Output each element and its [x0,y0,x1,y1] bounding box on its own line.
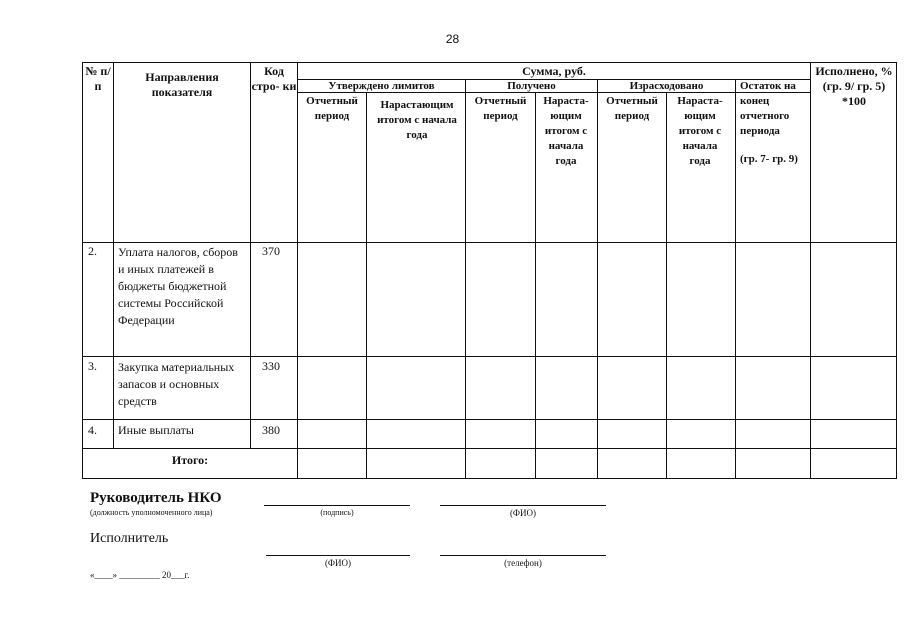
executor-fio-line [266,555,410,556]
row-name: Уплата налогов, сборов и иных платежей в бюджеты бюджетной системы Российской Федерации [118,245,238,327]
executor-title: Исполнитель [90,531,169,546]
col-divider [666,92,667,479]
table-left-border [82,62,83,479]
col-divider [465,79,466,479]
fio-line [440,505,606,506]
row-num: 4. [88,423,97,437]
total-label: Итого: [171,453,209,467]
header-cumulative: Нараста- ющим итогом с начала года [677,95,723,167]
col-divider [535,92,536,479]
col-divider [250,62,251,449]
row-divider [82,419,897,420]
col-divider [810,62,811,479]
header-code: Код стро- ки [251,64,297,93]
date-line: «____» _________ 20___г. [90,570,190,580]
header-approved: Утверждено лимитов [328,80,435,92]
table-top-border [82,62,897,63]
row-code: 380 [262,423,280,437]
header-cumulative: Нарастающим итогом с начала года [377,99,457,141]
row-name: Иные выплаты [118,423,194,437]
header-cumulative: Нараста- ющим итогом с начала года [543,95,589,167]
executor-fio-caption: (ФИО) [324,558,352,568]
table-bottom-border [82,478,897,479]
header-remainder: Остаток на конец отчетного периода [740,80,796,137]
header-bottom-border [82,242,897,243]
header-sum: Сумма, руб. [522,64,586,78]
row-divider [82,448,897,449]
table-right-border [896,62,897,479]
row-divider [82,356,897,357]
col-divider [735,79,736,479]
col-divider [366,92,367,479]
row-num: 2. [88,244,97,258]
signature-line [264,505,410,506]
row-name: Закупка материальных запасов и основных средств [118,360,235,408]
header-period: Отчетный период [306,95,358,122]
header-received: Получено [507,80,556,92]
col-divider [113,62,114,449]
header-direction: Направления показателя [145,70,219,99]
header-num: № п/п [85,64,111,93]
header-spent: Израсходовано [629,80,704,92]
header-remainder-formula: (гр. 7- гр. 9) [740,153,798,165]
row-num: 3. [88,359,97,373]
col-divider [597,79,598,479]
phone-line [440,555,606,556]
row-code: 330 [262,359,280,373]
row-code: 370 [262,244,280,258]
head-title: Руководитель НКО [90,490,222,506]
header-period: Отчетный период [606,95,658,122]
signature-caption: (подпись) [320,508,354,517]
head-caption: (должность уполномоченного лица) [90,508,213,517]
header-done: Исполнено, % (гр. 9/ гр. 5) *100 [815,64,893,108]
phone-caption: (телефон) [504,558,542,568]
fio-caption: (ФИО) [509,508,537,518]
header-period: Отчетный период [474,95,527,122]
page-number: 28 [445,32,460,46]
col-divider [297,62,298,479]
